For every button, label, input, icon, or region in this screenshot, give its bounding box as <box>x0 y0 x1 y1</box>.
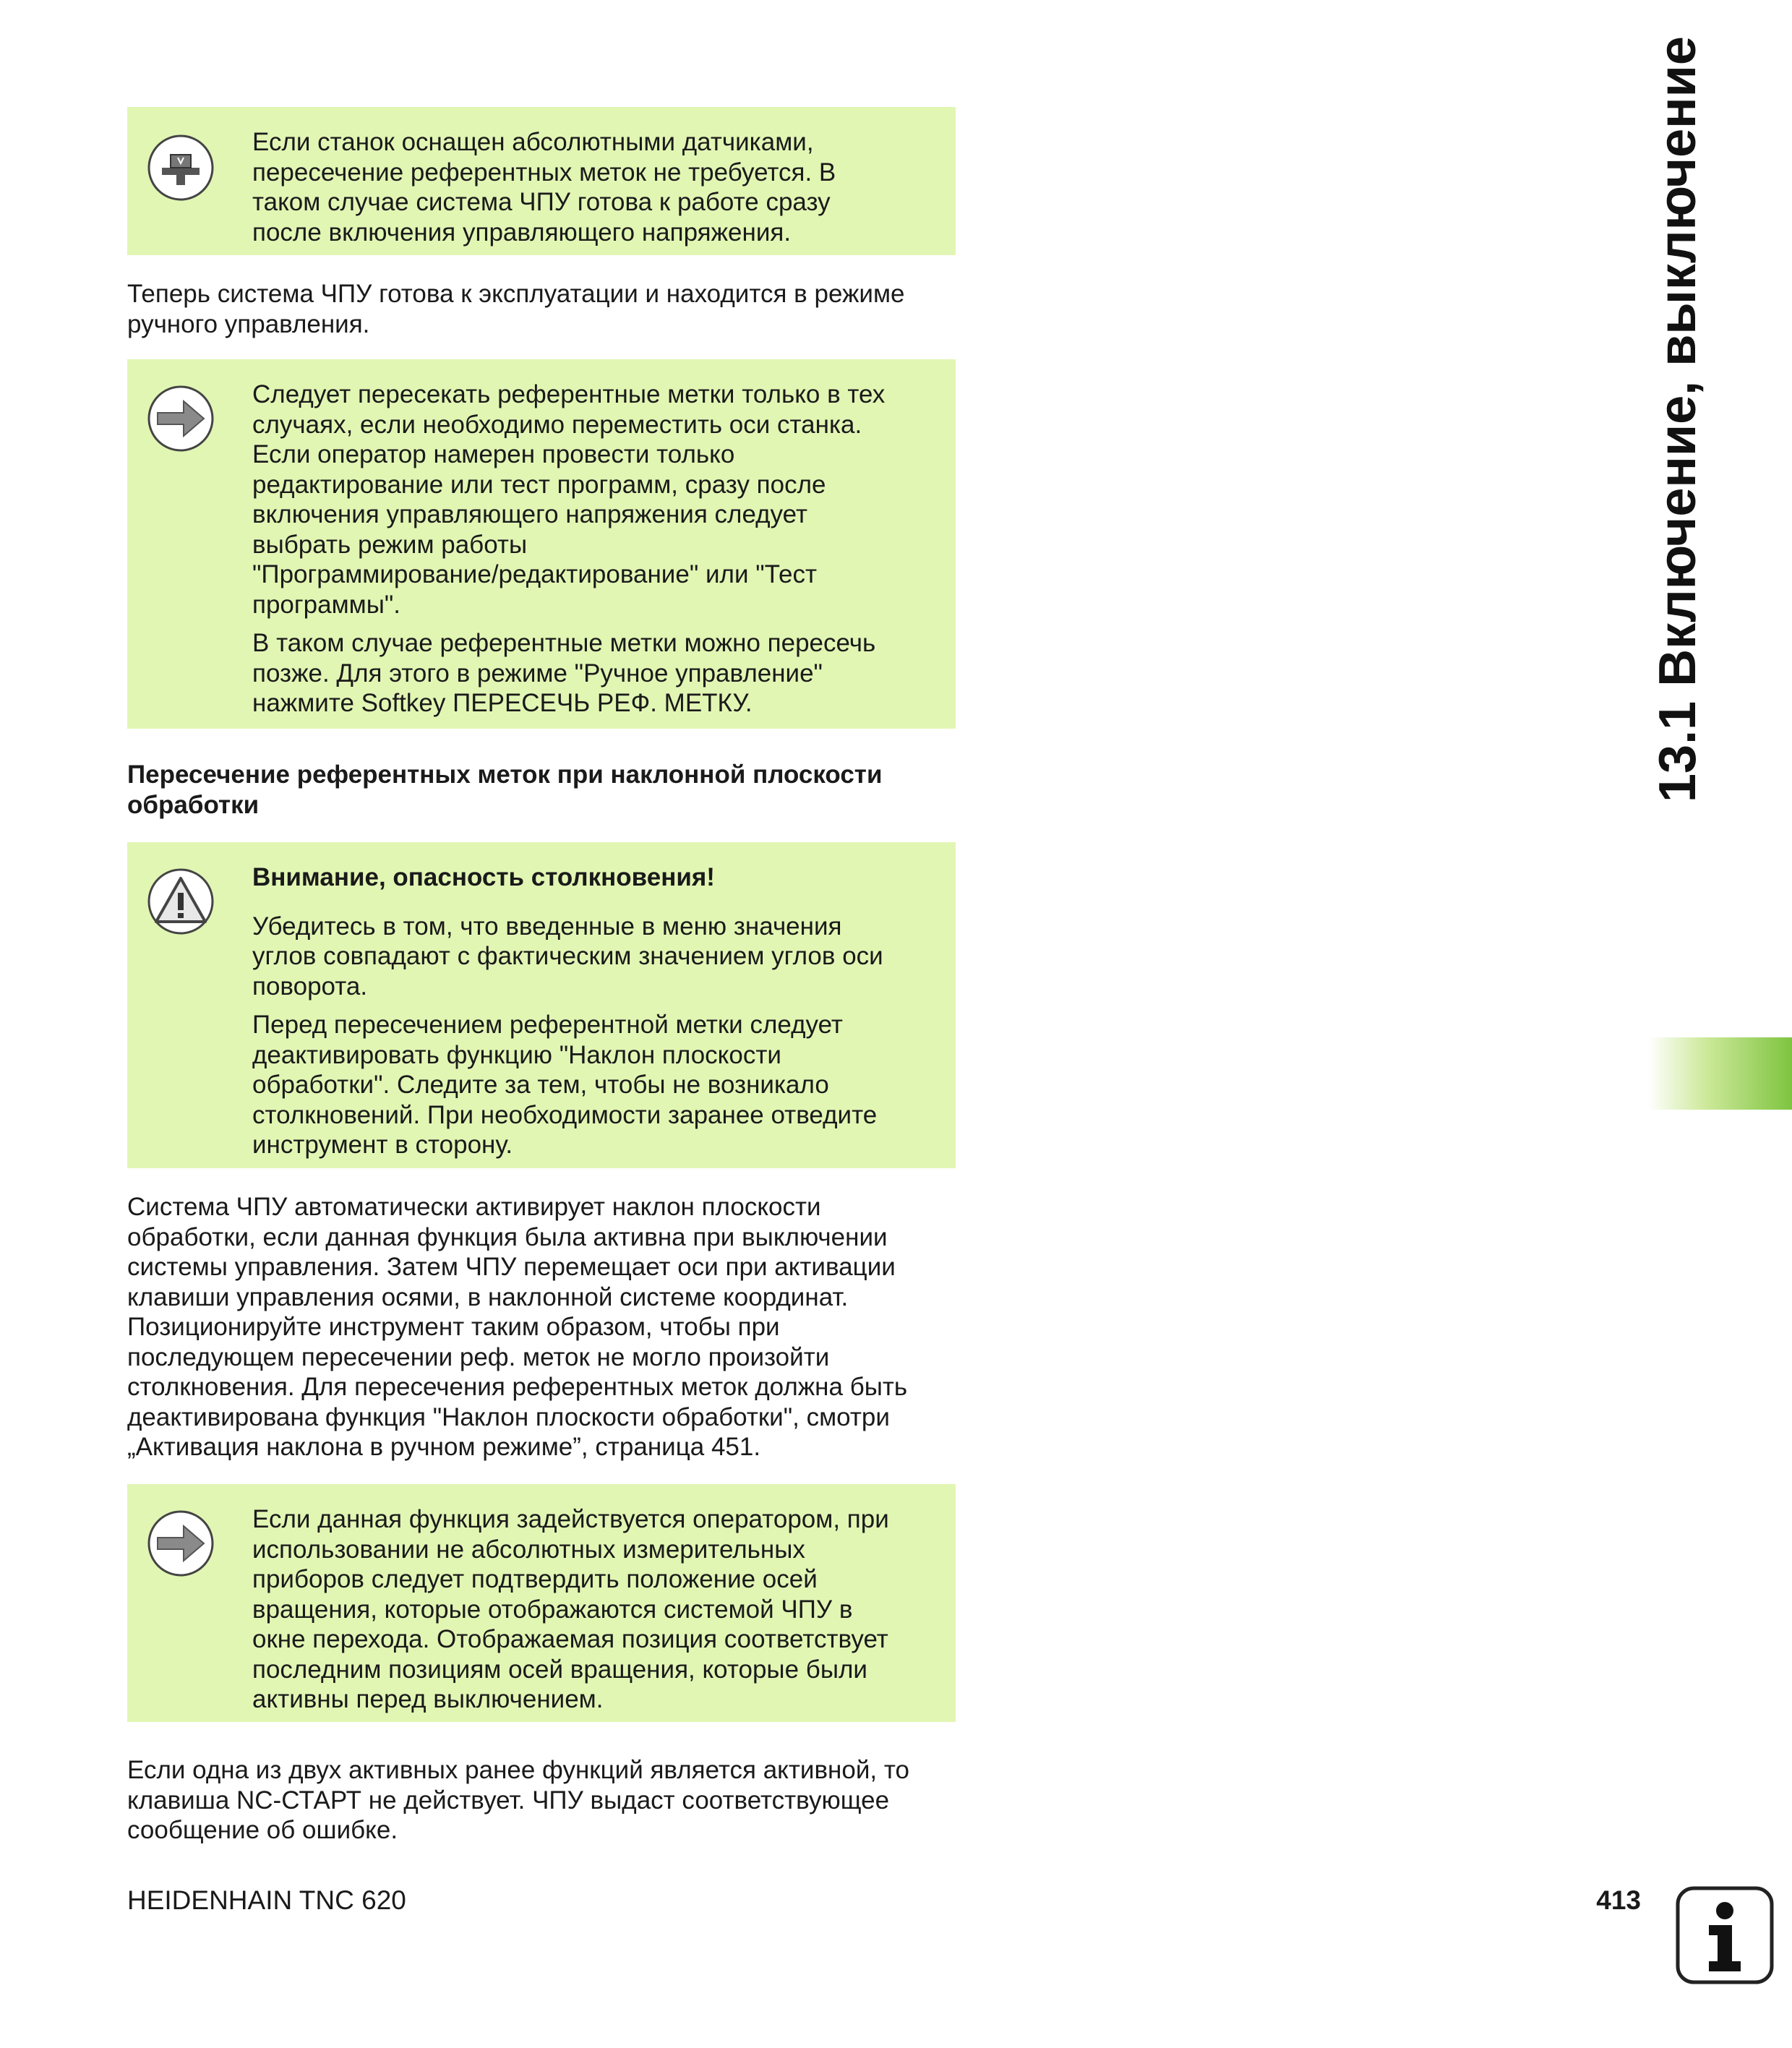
note-line: позже. Для этого в режиме "Ручное управление" <box>252 659 823 687</box>
paragraph-line: ручного управления. <box>127 309 370 338</box>
paragraph-nc-start <box>127 1755 959 1846</box>
note-confirm-positions <box>127 1484 956 1722</box>
note-line: поворота. <box>252 972 368 1001</box>
note-absolute-encoders <box>127 107 956 255</box>
warning-title: Внимание, опасность столкновения! <box>252 863 715 891</box>
note-line: случаях, если необходимо переместить оси станка. <box>252 410 862 439</box>
note-collision-warning <box>127 842 956 1168</box>
note-line: деактивировать функцию "Наклон плоскости <box>252 1040 781 1069</box>
note-line: использовании не абсолютных измерительных <box>252 1535 805 1564</box>
paragraph-line: Теперь система ЧПУ готова к эксплуатации и находится в режиме <box>127 280 905 308</box>
note-line: включения управляющего напряжения следует <box>252 500 808 528</box>
note-line: нажмите Softkey ПЕРЕСЕЧЬ РЕФ. МЕТКУ. <box>252 689 753 717</box>
note-line: "Программирование/редактирование" или "Тест <box>252 560 818 588</box>
paragraph-line: деактивирована функция "Наклон плоскости обработки", смотри <box>127 1402 890 1431</box>
note-line: В таком случае референтные метки можно пересечь <box>252 629 876 657</box>
paragraph-line: сообщение об ошибке. <box>127 1816 398 1844</box>
note-line: пересечение референтных меток не требуется. В <box>252 158 836 187</box>
footer-product: HEIDENHAIN TNC 620 <box>127 1885 406 1915</box>
paragraph-line: Система ЧПУ автоматически активирует наклон плоскости <box>127 1193 821 1221</box>
paragraph-line: Если одна из двух активных ранее функций является активной, то <box>127 1756 909 1784</box>
note-line: углов совпадают с фактическим значением углов оси <box>252 942 883 970</box>
machine-dependent-icon <box>146 133 215 202</box>
cross-reference[interactable]: „Активация наклона в ручном режиме”, страница 451. <box>127 1433 761 1461</box>
note-line: столкновений. При необходимости заранее отведите <box>252 1100 878 1129</box>
paragraph-ready <box>127 279 959 339</box>
warning-triangle-icon <box>146 867 215 936</box>
paragraph-line: Позиционируйте инструмент таким образом, чтобы при <box>127 1313 780 1341</box>
heading-line: Пересечение референтных меток при наклонной плоскости <box>127 760 883 789</box>
page-number: 413 <box>1596 1885 1641 1915</box>
paragraph-line: столкновения. Для пересечения референтных меток должна быть <box>127 1373 908 1401</box>
note-line: окне перехода. Отображаемая позиция соответствует <box>252 1625 888 1653</box>
note-traverse-hint <box>127 359 956 729</box>
arrow-right-icon <box>146 384 215 453</box>
heading-line: обработки <box>127 790 260 819</box>
paragraph-line: системы управления. Затем ЧПУ перемещает оси при активации <box>127 1253 896 1281</box>
note-line: программы". <box>252 590 401 619</box>
paragraph-line: последующем пересечении реф. меток не могло произойти <box>127 1342 830 1371</box>
info-icon[interactable] <box>1676 1886 1774 1984</box>
note-line: таком случае система ЧПУ готова к работе сразу <box>252 188 831 216</box>
note-line: Убедитесь в том, что введенные в меню значения <box>252 912 842 941</box>
note-line: Следует пересекать референтные метки только в тех <box>252 380 886 408</box>
paragraph-line: обработки, если данная функция была активна при выключении <box>127 1222 888 1251</box>
note-line: инструмент в сторону. <box>252 1131 513 1159</box>
note-line: после включения управляющего напряжения. <box>252 218 792 247</box>
arrow-right-icon <box>146 1509 215 1578</box>
chapter-tab-marker <box>1648 1037 1792 1110</box>
paragraph-tilted-auto <box>127 1192 959 1462</box>
note-line: активны перед выключением. <box>252 1685 604 1713</box>
note-line: Если данная функция задействуется оператором, при <box>252 1505 889 1533</box>
note-line: вращения, которые отображаются системой ЧПУ в <box>252 1595 853 1624</box>
note-line: Если оператор намерен провести только <box>252 440 735 468</box>
note-line: выбрать режим работы <box>252 530 528 559</box>
chapter-title-text: 13.1 Включение, выключение <box>1649 36 1707 802</box>
note-line: Перед пересечением референтной метки следует <box>252 1011 843 1039</box>
section-heading <box>127 760 959 820</box>
note-line: обработки". Следите за тем, чтобы не возникало <box>252 1071 829 1099</box>
paragraph-line: клавиши управления осями, в наклонной системе координат. <box>127 1282 849 1311</box>
note-line: Если станок оснащен абсолютными датчиками, <box>252 128 814 156</box>
note-line: последним позициям осей вращения, которые были <box>252 1655 867 1684</box>
paragraph-line: клавиша NC-СТАРТ не действует. ЧПУ выдаст соответствующее <box>127 1786 890 1815</box>
note-line: приборов следует подтвердить положение осей <box>252 1565 818 1593</box>
note-line: редактирование или тест программ, сразу после <box>252 470 826 499</box>
